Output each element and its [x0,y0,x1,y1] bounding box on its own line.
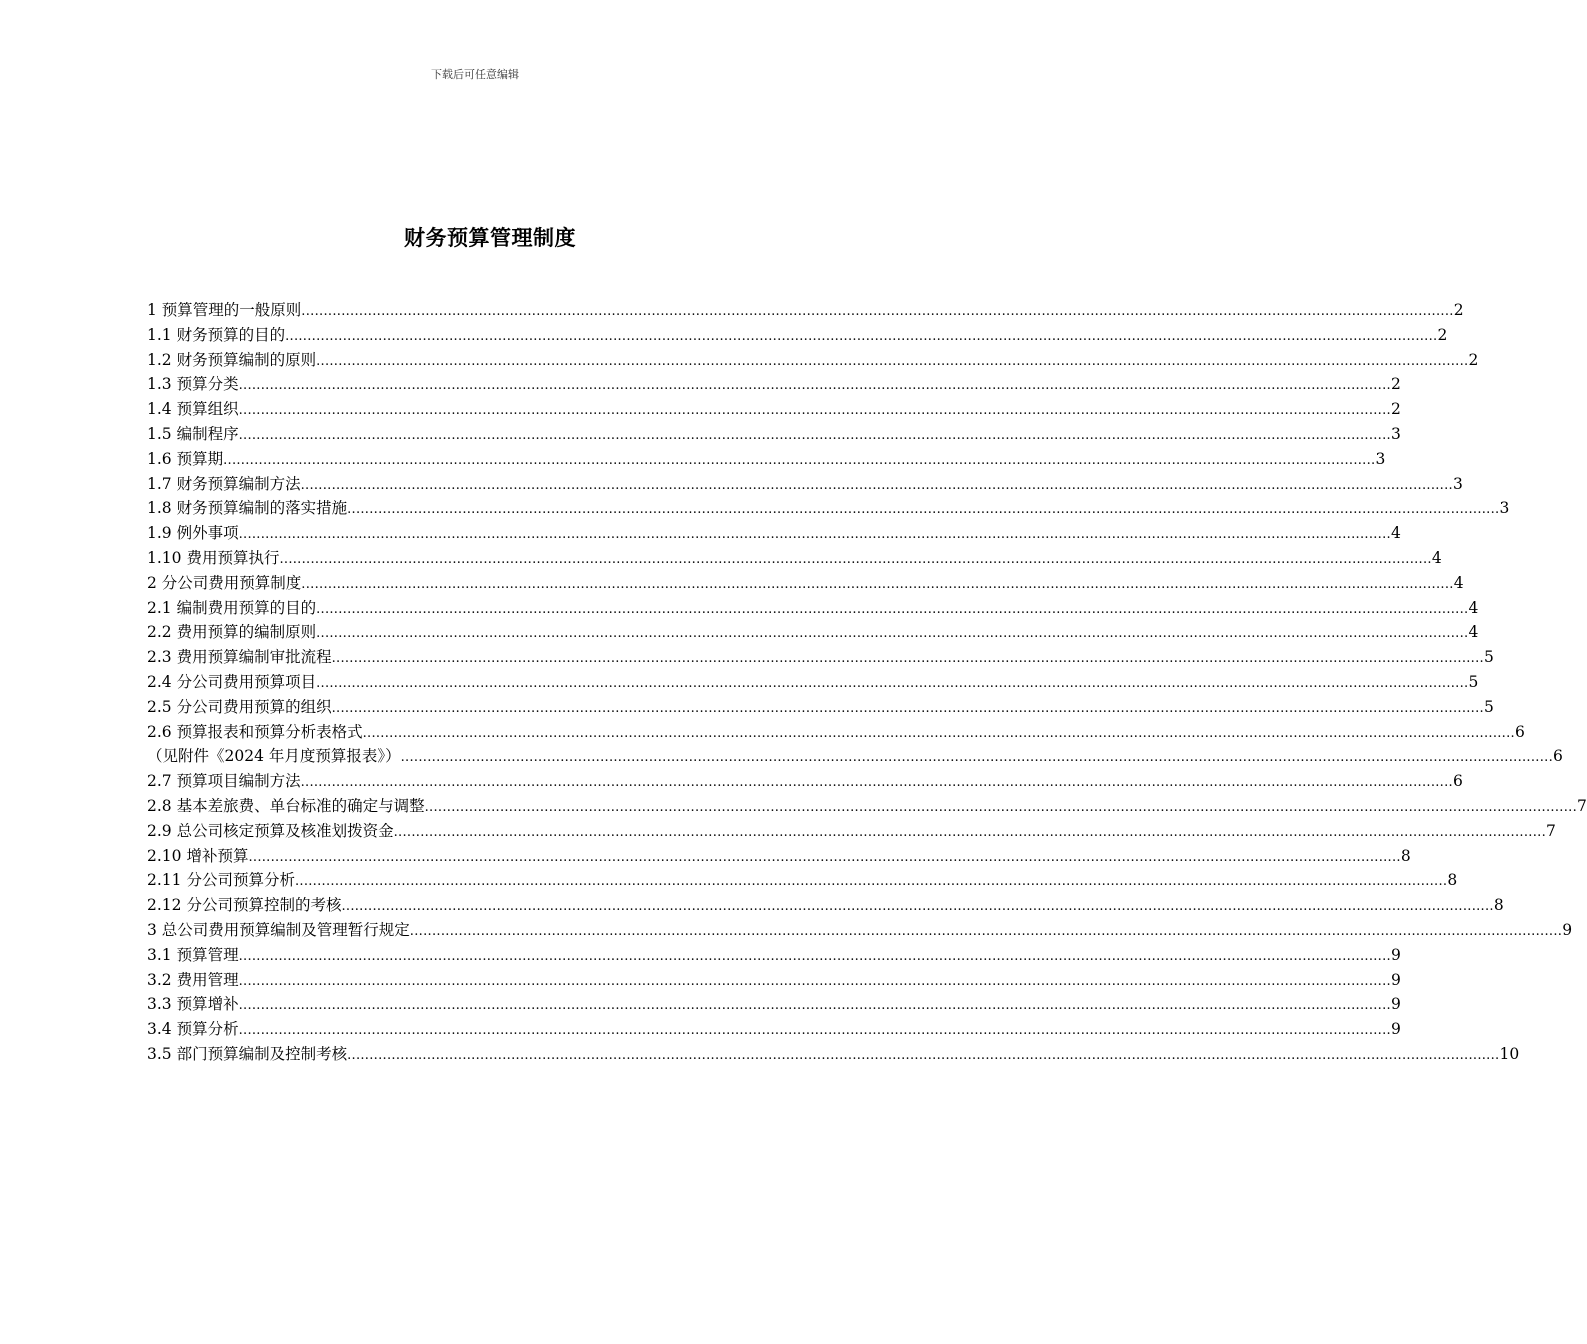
toc-entry[interactable] [147,744,1563,769]
toc-entry[interactable] [147,472,1463,497]
toc-entry[interactable] [147,868,1458,893]
toc-entry-page-number: 9 [1390,945,1401,964]
toc-entry-page-number: 3 [1499,499,1510,518]
toc-entry-page-number: 9 [1390,970,1401,989]
toc-entry[interactable] [147,620,1479,645]
toc-entry[interactable] [147,943,1401,968]
toc-entry-label: 2.9 总公司核定预算及核准划拨资金 [147,821,394,840]
toc-entry-page-number: 5 [1483,648,1494,667]
toc-entry[interactable] [147,670,1479,695]
toc-entry-label: 1.9 例外事项 [147,524,239,543]
toc-entry-label: 3 总公司费用预算编制及管理暂行规定 [147,920,410,939]
toc-entry[interactable] [147,571,1464,596]
toc-dot-leader: .................................................................................................................................................................................................................................................................... [301,576,1454,592]
toc-dot-leader: .................................................................................................................................................................................................................................................................... [316,626,1469,642]
toc-entry-page-number: 9 [1390,995,1401,1014]
toc-entry-label: 3.5 部门预算编制及控制考核 [147,1044,348,1063]
toc-dot-leader: .................................................................................................................................................................................................................................................................... [238,527,1391,543]
toc-dot-leader: .................................................................................................................................................................................................................................................................... [409,923,1563,939]
toc-entry-page-number: 7 [1577,796,1587,815]
toc-entry[interactable] [147,918,1573,943]
toc-entry-label: 1.10 费用预算执行 [147,548,280,567]
toc-entry-label: 2.6 预算报表和预算分析表格式 [147,722,363,741]
toc-entry-page-number: 6 [1452,772,1463,791]
toc-dot-leader: .................................................................................................................................................................................................................................................................... [248,849,1401,865]
toc-entry-label: 1 预算管理的一般原则 [147,301,302,319]
toc-entry-label: 2.1 编制费用预算的目的 [147,598,317,617]
toc-dot-leader: .................................................................................................................................................................................................................................................................... [238,378,1391,394]
toc-entry-page-number: 4 [1453,573,1464,592]
toc-entry-page-number: 8 [1493,896,1504,915]
toc-dot-leader: .................................................................................................................................................................................................................................................................... [294,874,1448,890]
toc-dot-leader: .................................................................................................................................................................................................................................................................... [424,799,1577,815]
toc-entry-label: （见附件《2024 年月度预算报表》） [147,747,401,766]
toc-entry-label: 1.5 编制程序 [147,424,239,443]
toc-entry[interactable] [147,298,1464,323]
toc-entry-page-number: 4 [1468,623,1479,642]
toc-dot-leader: .................................................................................................................................................................................................................................................................... [238,998,1391,1014]
toc-dot-leader: .................................................................................................................................................................................................................................................................... [341,899,1494,915]
toc-entry[interactable] [147,447,1386,472]
toc-dot-leader: .................................................................................................................................................................................................................................................................... [331,651,1484,667]
toc-entry[interactable] [147,819,1556,844]
toc-entry-page-number: 2 [1453,301,1464,319]
toc-dot-leader: .................................................................................................................................................................................................................................................................... [223,452,1376,468]
toc-entry[interactable] [147,893,1504,918]
toc-entry-page-number: 10 [1499,1044,1520,1063]
toc-entry-label: 2.10 增补预算 [147,846,249,865]
toc-entry[interactable] [147,372,1401,397]
toc-entry-page-number: 4 [1468,598,1479,617]
toc-entry-label: 2.5 分公司费用预算的组织 [147,697,332,716]
toc-dot-leader: .................................................................................................................................................................................................................................................................... [300,775,1453,791]
toc-entry[interactable] [147,645,1494,670]
toc-dot-leader: .................................................................................................................................................................................................................................................................... [279,551,1432,567]
toc-entry-label: 2.2 费用预算的编制原则 [147,623,317,642]
toc-entry-label: 3.3 预算增补 [147,995,239,1014]
toc-entry-page-number: 8 [1447,871,1458,890]
toc-dot-leader: .................................................................................................................................................................................................................................................................... [238,1023,1391,1039]
toc-entry[interactable] [147,397,1401,422]
toc-entry-page-number: 2 [1390,375,1401,394]
toc-dot-leader: .................................................................................................................................................................................................................................................................... [300,477,1453,493]
toc-dot-leader: .................................................................................................................................................................................................................................................................... [316,675,1469,691]
toc-dot-leader: .................................................................................................................................................................................................................................................................... [301,304,1454,319]
toc-entry-label: 1.6 预算期 [147,449,224,468]
toc-entry-label: 1.2 财务预算编制的原则 [147,350,317,369]
toc-entry-page-number: 9 [1390,1020,1401,1039]
toc-entry-page-number: 2 [1390,400,1401,419]
toc-entry[interactable] [147,1017,1401,1042]
toc-entry-page-number: 7 [1546,821,1556,840]
toc-entry[interactable] [147,769,1463,794]
toc-entry-page-number: 2 [1468,350,1479,369]
table-of-contents [147,298,1587,1067]
toc-entry[interactable] [147,968,1401,993]
toc-dot-leader: .................................................................................................................................................................................................................................................................... [238,948,1391,964]
header-note: 下载后可任意编辑 [431,68,519,81]
document-title: 财务预算管理制度 [404,226,576,250]
toc-entry[interactable] [147,422,1401,447]
toc-dot-leader: .................................................................................................................................................................................................................................................................... [393,824,1546,840]
toc-entry-page-number: 3 [1375,449,1386,468]
toc-dot-leader: .................................................................................................................................................................................................................................................................... [362,725,1515,741]
toc-dot-leader: .................................................................................................................................................................................................................................................................... [331,700,1484,716]
toc-entry-label: 2.12 分公司预算控制的考核 [147,896,342,915]
toc-dot-leader: .................................................................................................................................................................................................................................................................... [316,353,1469,369]
toc-entry-label: 2.8 基本差旅费、单台标准的确定与调整 [147,796,425,815]
toc-entry[interactable] [147,323,1448,348]
toc-dot-leader: .................................................................................................................................................................................................................................................................... [285,328,1438,344]
toc-entry[interactable] [147,720,1525,745]
toc-entry-label: 2.3 费用预算编制审批流程 [147,648,332,667]
toc-entry-page-number: 5 [1483,697,1494,716]
toc-entry-label: 1.3 预算分类 [147,375,239,394]
toc-entry[interactable] [147,844,1411,869]
toc-entry-label: 1.1 财务预算的目的 [147,325,286,344]
toc-entry[interactable] [147,794,1587,819]
toc-entry[interactable] [147,992,1401,1017]
toc-entry[interactable] [147,521,1401,546]
toc-dot-leader: .................................................................................................................................................................................................................................................................... [400,750,1554,766]
toc-entry-label: 3.1 预算管理 [147,945,239,964]
toc-entry-page-number: 9 [1562,920,1573,939]
toc-entry-label: 2 分公司费用预算制度 [147,573,302,592]
toc-entry[interactable] [147,546,1442,571]
toc-entry-page-number: 4 [1431,548,1442,567]
toc-entry-page-number: 6 [1553,747,1563,766]
toc-entry-page-number: 3 [1452,474,1463,493]
toc-dot-leader: .................................................................................................................................................................................................................................................................... [347,502,1500,518]
toc-entry[interactable] [147,496,1510,521]
toc-dot-leader: .................................................................................................................................................................................................................................................................... [238,973,1391,989]
toc-entry[interactable] [147,596,1479,621]
toc-entry-page-number: 3 [1390,424,1401,443]
toc-entry-page-number: 2 [1437,325,1448,344]
toc-entry-page-number: 4 [1390,524,1401,543]
toc-entry-label: 1.4 预算组织 [147,400,239,419]
toc-entry-page-number: 6 [1514,722,1525,741]
toc-entry-page-number: 8 [1400,846,1411,865]
toc-entry-page-number: 5 [1468,672,1479,691]
toc-entry-label: 2.11 分公司预算分析 [147,871,295,890]
toc-entry-label: 3.4 预算分析 [147,1020,239,1039]
toc-dot-leader: .................................................................................................................................................................................................................................................................... [347,1047,1500,1063]
toc-entry-label: 3.2 费用管理 [147,970,239,989]
toc-entry-label: 1.8 财务预算编制的落实措施 [147,499,348,518]
toc-entry-label: 1.7 财务预算编制方法 [147,474,301,493]
toc-dot-leader: .................................................................................................................................................................................................................................................................... [238,427,1391,443]
toc-dot-leader: .................................................................................................................................................................................................................................................................... [238,403,1391,419]
toc-entry[interactable] [147,348,1479,373]
toc-entry-label: 2.4 分公司费用预算项目 [147,672,317,691]
toc-entry-label: 2.7 预算项目编制方法 [147,772,301,791]
toc-entry[interactable] [147,695,1494,720]
toc-entry[interactable] [147,1042,1520,1067]
toc-dot-leader: .................................................................................................................................................................................................................................................................... [316,601,1469,617]
